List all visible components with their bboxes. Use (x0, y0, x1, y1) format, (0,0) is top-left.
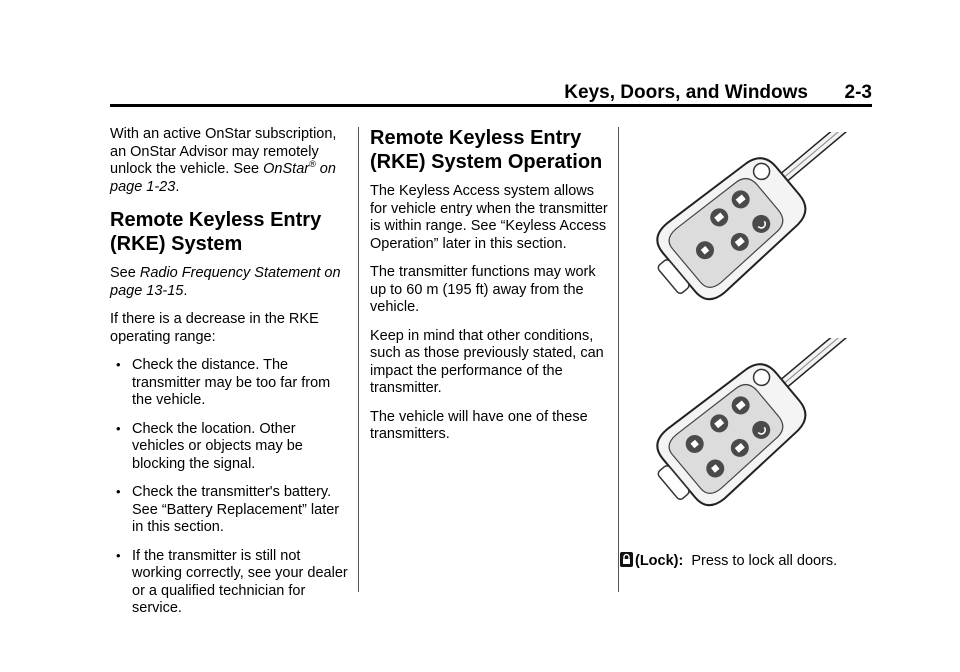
paragraph: The transmitter functions may work up to 60 m (195 ft) away from the vehicle. (370, 264, 596, 315)
lock-icon (620, 552, 633, 567)
paragraph: The Keyless Access system allows for vehicle entry when the transmitter is within range. See “Keyless Access Operation” later in this section. (370, 183, 608, 252)
lock-text: Press to lock all doors. (691, 553, 838, 569)
lock-label: (Lock): (635, 553, 684, 569)
onstar-link[interactable]: OnStar® on page 1-23 (110, 159, 336, 195)
lock-button-description (620, 552, 837, 571)
paragraph: Keep in mind that other conditions, such as those previously stated, can impact the performance of the transmitter. (370, 327, 604, 396)
column-middle (370, 126, 610, 455)
list-item: • Check the location. Other vehicles or objects may be blocking the signal. (110, 421, 350, 474)
header-rule (110, 104, 872, 107)
troubleshoot-list (110, 357, 350, 618)
list-item: • Check the distance. The transmitter may be too far from the vehicle. (110, 357, 350, 410)
decrease-paragraph: If there is a decrease in the RKE operating range: (110, 311, 319, 345)
column-divider (618, 127, 619, 592)
see-reference: See Radio Frequency Statement on page 13-15. (110, 265, 341, 299)
list-item: • If the transmitter is still not working correctly, see your dealer or a qualified technician for service. (110, 548, 350, 618)
section-title: Keys, Doors, and Windows (564, 82, 808, 103)
key-fob-icon (650, 132, 862, 322)
list-item: • Check the transmitter's battery. See “Battery Replacement” later in this section. (110, 484, 350, 537)
onstar-paragraph: With an active OnStar subscription, an OnStar Advisor may remotely unlock the vehicle. See OnStar® on page 1-23. (110, 126, 337, 195)
page-header (110, 82, 872, 104)
rke-system-heading: Remote Keyless Entry (RKE) System (110, 209, 322, 255)
radio-frequency-link[interactable]: Radio Frequency Statement on page 13-15 (110, 265, 341, 299)
key-fob-icon (650, 338, 862, 528)
rke-operation-heading: Remote Keyless Entry (RKE) System Operation (370, 127, 603, 173)
page-number: 2-3 (844, 82, 872, 103)
column-divider (358, 127, 359, 592)
column-right (620, 126, 872, 586)
column-left (110, 126, 350, 629)
paragraph: The vehicle will have one of these transmitters. (370, 408, 588, 442)
